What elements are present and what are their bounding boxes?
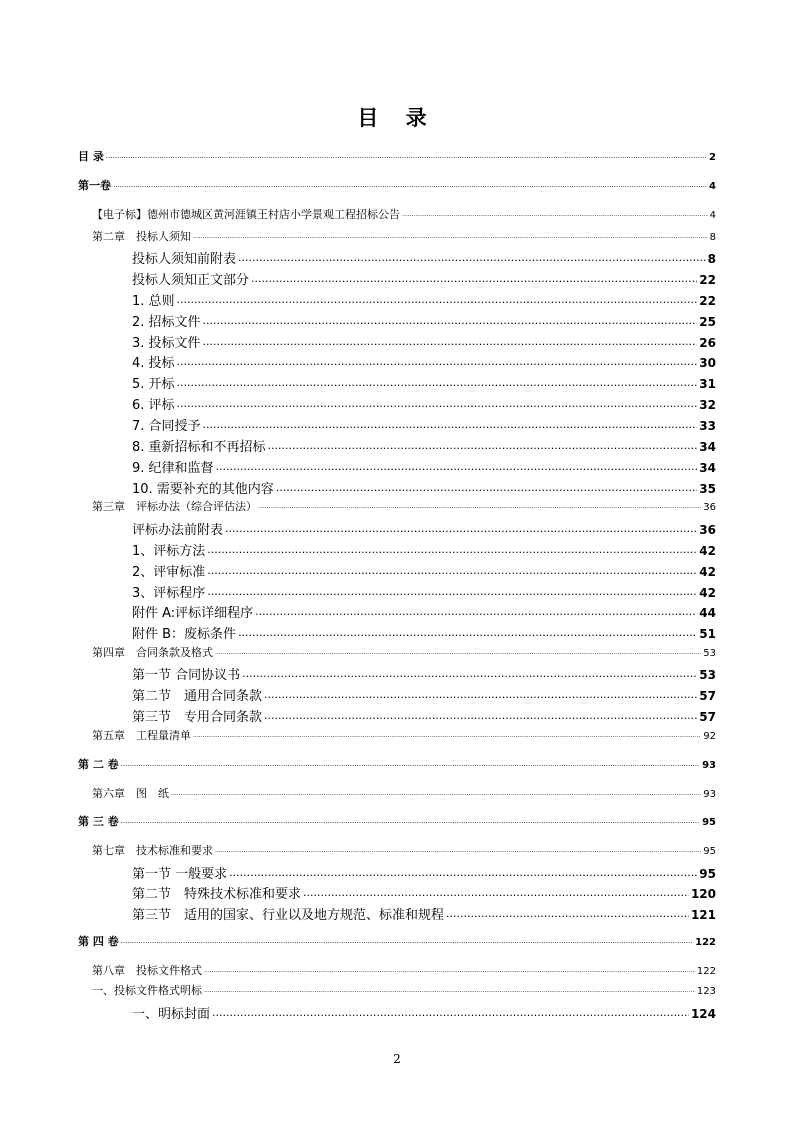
toc-entry-page: 2 (709, 152, 716, 163)
dot-leader (193, 233, 708, 240)
toc-entry-page: 44 (699, 606, 716, 620)
dot-leader (121, 760, 700, 768)
dot-leader (193, 732, 701, 739)
toc-entry[interactable] (92, 498, 716, 514)
toc-entry-label: 附件 B：废标条件 (132, 627, 237, 642)
toc-entry-page: 93 (703, 789, 716, 800)
dot-leader (402, 211, 708, 218)
toc-entry-label: 第一节 合同协议书 (132, 668, 241, 683)
toc-entry[interactable] (132, 352, 716, 371)
toc-entry-page: 57 (699, 710, 716, 724)
toc-entry-page: 34 (699, 440, 716, 454)
toc-entry-label: 6. 评标 (132, 398, 175, 413)
toc-entry-page: 93 (702, 760, 716, 771)
dot-leader (207, 564, 697, 577)
toc-entry-page: 8 (709, 232, 716, 243)
toc-entry[interactable] (92, 785, 716, 801)
toc-entry-label: 8. 重新招标和不再招标 (132, 440, 266, 455)
toc-entry-page: 31 (699, 377, 716, 391)
toc-entry[interactable] (132, 415, 716, 434)
toc-entry[interactable] (92, 842, 716, 858)
toc-entry-label: 第七章 技术标准和要求 (92, 844, 213, 857)
toc-entry[interactable] (132, 582, 716, 601)
toc-entry[interactable] (132, 290, 716, 309)
dot-leader (238, 251, 706, 264)
toc-entry-label: 9. 纪律和监督 (132, 461, 214, 476)
toc-entry[interactable] (132, 457, 716, 476)
toc-entry-label: 一、投标文件格式明标 (92, 984, 202, 997)
toc-entry-page: 33 (699, 419, 716, 433)
toc-entry[interactable] (132, 863, 716, 882)
toc-entry-page: 95 (699, 867, 716, 881)
toc-entry-label: 10. 需要补充的其他内容 (132, 482, 274, 497)
toc-entry-page: 36 (703, 502, 716, 513)
dot-leader (251, 272, 697, 285)
dot-leader (216, 460, 698, 473)
toc-entry-page: 123 (696, 986, 716, 997)
toc-entry[interactable] (92, 644, 716, 660)
dot-leader (203, 418, 698, 431)
toc-entry-label: 第八章 投标文件格式 (92, 964, 202, 977)
toc-entry[interactable] (132, 519, 716, 538)
toc-entry-label: 2. 招标文件 (132, 315, 201, 330)
dot-leader (177, 355, 698, 368)
toc-entry[interactable] (92, 228, 716, 244)
toc-entry-label: 投标人须知前附表 (132, 252, 237, 267)
toc-entry[interactable] (132, 623, 716, 642)
toc-entry-page: 120 (690, 887, 716, 901)
dot-leader (171, 790, 701, 797)
toc-entry-page: 53 (703, 648, 716, 659)
toc-entry-page: 42 (699, 586, 716, 600)
toc-entry-label: 第一节 一般要求 (132, 867, 228, 882)
toc-entry-page: 42 (699, 544, 716, 558)
toc-entry-page: 36 (699, 523, 716, 537)
toc-entry-page: 95 (703, 846, 716, 857)
page-number: 2 (393, 1052, 401, 1066)
toc-entry-page: 53 (699, 668, 716, 682)
toc-entry[interactable] (132, 269, 716, 288)
toc-entry[interactable] (78, 813, 716, 829)
toc-entry[interactable] (78, 933, 716, 949)
toc-entry-label: 第二节 通用合同条款 (132, 689, 263, 704)
toc-entry-page: 124 (690, 1007, 716, 1021)
dot-leader (242, 667, 697, 680)
toc-entry-page: 34 (699, 461, 716, 475)
page-title: 目 录 (357, 106, 437, 130)
toc-entry-label: 第 四 卷 (78, 935, 119, 948)
dot-leader (215, 649, 701, 656)
toc-entry[interactable] (132, 248, 716, 267)
toc-entry-label: 投标人须知正文部分 (132, 273, 250, 288)
dot-leader (121, 817, 700, 825)
dot-leader (106, 152, 707, 160)
toc-entry[interactable] (132, 706, 716, 725)
toc-entry-page: 4 (709, 181, 716, 192)
toc-entry[interactable] (92, 727, 716, 743)
dot-leader (303, 886, 689, 899)
toc-entry-label: 第 三 卷 (78, 815, 119, 828)
toc-entry[interactable] (92, 982, 716, 998)
toc-entry-label: 第六章 图 纸 (92, 787, 169, 800)
toc-entry-label: 一、明标封面 (132, 1007, 211, 1022)
toc-entry-label: 3. 投标文件 (132, 336, 201, 351)
dot-leader (238, 626, 697, 639)
toc-entry-label: 评标办法前附表 (132, 523, 224, 538)
toc-entry[interactable] (92, 962, 716, 978)
toc-entry-label: 第五章 工程量清单 (92, 729, 191, 742)
dot-leader (225, 522, 697, 535)
dot-leader (259, 503, 701, 510)
toc-entry-page: 26 (699, 336, 716, 350)
toc-entry-page: 122 (696, 966, 716, 977)
toc-entry[interactable] (132, 1003, 716, 1022)
toc-entry[interactable] (78, 177, 716, 193)
dot-leader (204, 987, 695, 994)
toc-entry-label: 7. 合同授予 (132, 419, 201, 434)
toc-entry[interactable] (132, 540, 716, 559)
toc-entry[interactable] (132, 394, 716, 413)
toc-entry-label: 1. 总则 (132, 294, 175, 309)
toc-entry[interactable] (132, 332, 716, 351)
toc-entry[interactable] (92, 206, 716, 222)
toc-entry[interactable] (132, 373, 716, 392)
toc-entry-label: 3、评标程序 (132, 586, 206, 601)
toc-entry-page: 35 (699, 482, 716, 496)
toc-entry-page: 51 (699, 627, 716, 641)
toc-entry-page: 30 (699, 356, 716, 370)
dot-leader (229, 866, 697, 879)
toc-entry-page: 121 (690, 908, 716, 922)
toc-entry-page: 95 (702, 817, 716, 828)
dot-leader (212, 1006, 689, 1019)
toc-entry-label: 目 录 (78, 150, 104, 163)
toc-entry-label: 第 二 卷 (78, 758, 119, 771)
dot-leader (203, 335, 698, 348)
toc-entry-label: 第三节 适用的国家、行业以及地方规范、标准和规程 (132, 908, 445, 923)
toc-entry-page: 32 (699, 398, 716, 412)
dot-leader (215, 847, 701, 854)
dot-leader (207, 585, 697, 598)
toc-entry[interactable] (132, 478, 716, 497)
dot-leader (113, 181, 707, 189)
dot-leader (264, 688, 697, 701)
dot-leader (276, 481, 697, 494)
toc-entry-label: 第四章 合同条款及格式 (92, 646, 213, 659)
dot-leader (177, 397, 698, 410)
toc-entry-page: 42 (699, 565, 716, 579)
toc-entry[interactable] (78, 756, 716, 772)
toc-entry[interactable] (132, 904, 716, 923)
dot-leader (446, 907, 689, 920)
toc-entry[interactable] (132, 311, 716, 330)
dot-leader (268, 439, 698, 452)
toc-entry-page: 122 (695, 937, 716, 948)
toc-entry-label: 5. 开标 (132, 377, 175, 392)
toc-entry[interactable] (132, 436, 716, 455)
toc-entry-label: 第二章 投标人须知 (92, 230, 191, 243)
toc-entry-label: 第三节 专用合同条款 (132, 710, 263, 725)
toc-entry-page: 57 (699, 689, 716, 703)
toc-entry[interactable] (78, 148, 716, 164)
toc-entry-page: 4 (709, 210, 716, 221)
dot-leader (255, 605, 697, 618)
dot-leader (204, 967, 695, 974)
dot-leader (203, 314, 698, 327)
toc-entry[interactable] (132, 883, 716, 902)
dot-leader (207, 543, 697, 556)
toc-entry[interactable] (132, 602, 716, 621)
dot-leader (264, 709, 697, 722)
toc-entry[interactable] (132, 664, 716, 683)
toc-entry[interactable] (132, 685, 716, 704)
dot-leader (177, 293, 698, 306)
toc-entry-page: 22 (699, 273, 716, 287)
toc-entry-label: 4. 投标 (132, 356, 175, 371)
toc-entry[interactable] (132, 561, 716, 580)
toc-entry-label: 1、评标方法 (132, 544, 206, 559)
toc-entry-label: 第三章 评标办法（综合评估法） (92, 500, 257, 513)
toc-entry-page: 92 (703, 731, 716, 742)
dot-leader (177, 376, 698, 389)
toc-entry-label: 第二节 特殊技术标准和要求 (132, 887, 302, 902)
toc-entry-page: 22 (699, 294, 716, 308)
toc-entry-page: 25 (699, 315, 716, 329)
toc-entry-label: 第一卷 (78, 179, 111, 192)
toc-entry-label: 【电子标】德州市德城区黄河涯镇王村店小学景观工程招标公告 (92, 208, 400, 221)
toc-entry-page: 8 (707, 252, 716, 266)
dot-leader (121, 937, 693, 945)
toc-entry-label: 2、评审标准 (132, 565, 206, 580)
toc-entry-label: 附件 A:评标详细程序 (132, 606, 254, 621)
